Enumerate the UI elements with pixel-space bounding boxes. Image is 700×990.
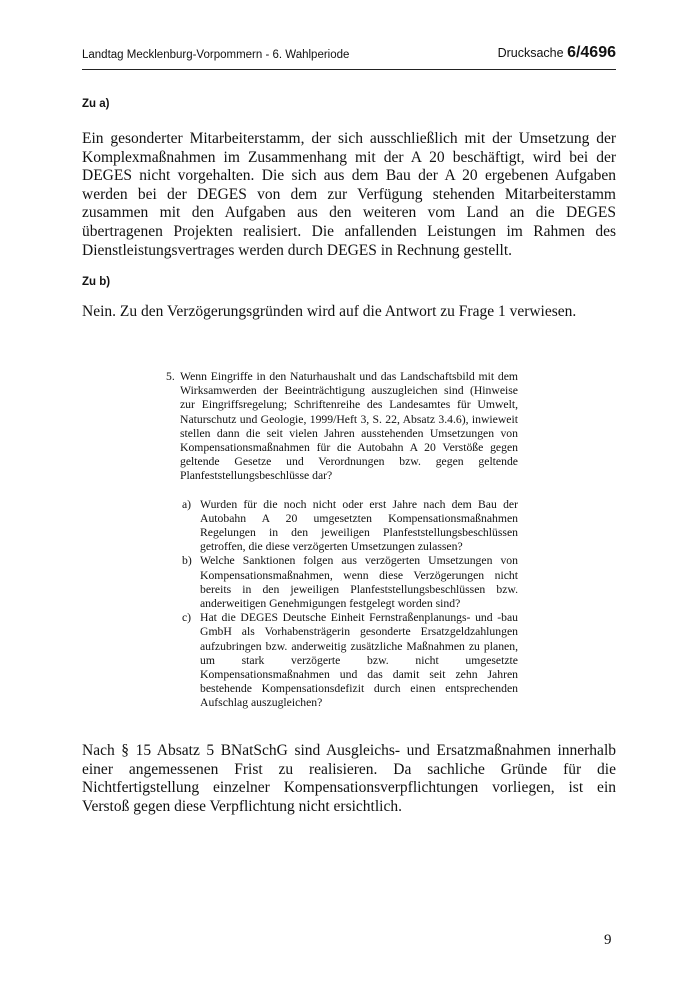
section-a-label: Zu a): [82, 98, 110, 110]
subitem-text: Wurden für die noch nicht oder erst Jahre nach dem Bau der Autobahn A 20 umgesetzten Kompensationsmaßnahmen Regelungen in den jeweiligen Planfeststellungsbeschlüssen getroffen, die diese verzögerten Umsetzungen zulassen?: [200, 497, 518, 554]
question-5-subitems: [166, 498, 518, 711]
page-header: [82, 44, 616, 66]
subitem-text: Welche Sanktionen folgen aus verzögerten Umsetzungen von Kompensationsmaßnahmen, wenn diese Verzögerungen nicht bereits in den jeweiligen Planfeststellungsbeschlüssen bzw. anderweitigen Genehmigungen festgelegt worden sind?: [200, 554, 518, 611]
subitem-marker: a): [182, 497, 192, 511]
question-number: 5.: [166, 370, 175, 383]
question-5-block: [166, 370, 518, 711]
header-divider: [82, 69, 616, 70]
question-5b: [182, 554, 518, 611]
question-5a: [182, 498, 518, 555]
subitem-marker: c): [182, 611, 192, 625]
question-5-text: Wenn Eingriffe in den Naturhaushalt und das Landschaftsbild mit dem Wirksamwerden der Beeinträchtigung auszugleichen sind (Hinweise zur Eingriffsregelung; Schriftenreihe des Landesamtes für Umwelt, Naturschutz und Geologie, 1999/Heft 3, S. 22, Absatz 3.4.6), inwieweit stellen dann die seit vielen Jahren ausstehenden Umsetzungen von Kompensationsmaßnahmen für die Autobahn A 20 Verstöße gegen geltende Gesetze und Verordnungen bzw. gegen geltende Planfeststellungsbeschlüsse dar?: [180, 370, 518, 483]
section-b-label: Zu b): [82, 276, 111, 288]
section-b-text: Nein. Zu den Verzögerungsgründen wird auf die Antwort zu Frage 1 verwiesen.: [82, 303, 577, 320]
subitem-marker: b): [182, 554, 192, 568]
page-number: 9: [604, 932, 612, 948]
answer-5-text: Nach § 15 Absatz 5 BNatSchG sind Ausgleichs- und Ersatzmaßnahmen innerhalb einer angemessenen Frist zu realisieren. Da sachliche Gründe für die Nichtfertigstellung einzelner Kompensationsverpflichtungen vorliegen, ist ein Verstoß gegen diese Verpflichtung nicht ersichtlich.: [82, 742, 616, 815]
question-5c: [182, 611, 518, 710]
question-5: [166, 370, 518, 484]
subitem-text: Hat die DEGES Deutsche Einheit Fernstraßenplanungs- und -bau GmbH als Vorhabensträgerin gesonderte Ersatzgeldzahlungen aufzubringen bzw. anderweitig zusätzliche Maßnahmen zu planen, um stark verzögerte bzw. nicht umgesetzte Kompensationsmaßnahmen und das damit seit zehn Jahren bestehende Kompensationsdefizit durch einen entsprechenden Aufschlag auszugleichen?: [200, 611, 518, 710]
document-label: Drucksache: [497, 46, 568, 60]
document-reference: [498, 44, 616, 62]
parliament-title: Landtag Mecklenburg-Vorpommern - 6. Wahlperiode: [82, 49, 350, 61]
document-number: 6/4696: [567, 44, 616, 61]
section-a-text: Ein gesonderter Mitarbeiterstamm, der sich ausschließlich mit der Umsetzung der Komplexmaßnahmen im Zusammenhang mit der A 20 beschäftigt, wird bei der DEGES nicht vorgehalten. Die sich aus dem Bau der A 20 ergebenen Aufgaben werden bei der DEGES von dem zur Verfügung stehenden Mitarbeiterstamm zusammen mit den Aufgaben aus den weiteren vom Land an die DEGES übertragenen Projekten realisiert. Die anfallenden Leistungen im Rahmen des Dienstleistungsvertrages werden durch DEGES in Rechnung gestellt.: [82, 130, 616, 259]
